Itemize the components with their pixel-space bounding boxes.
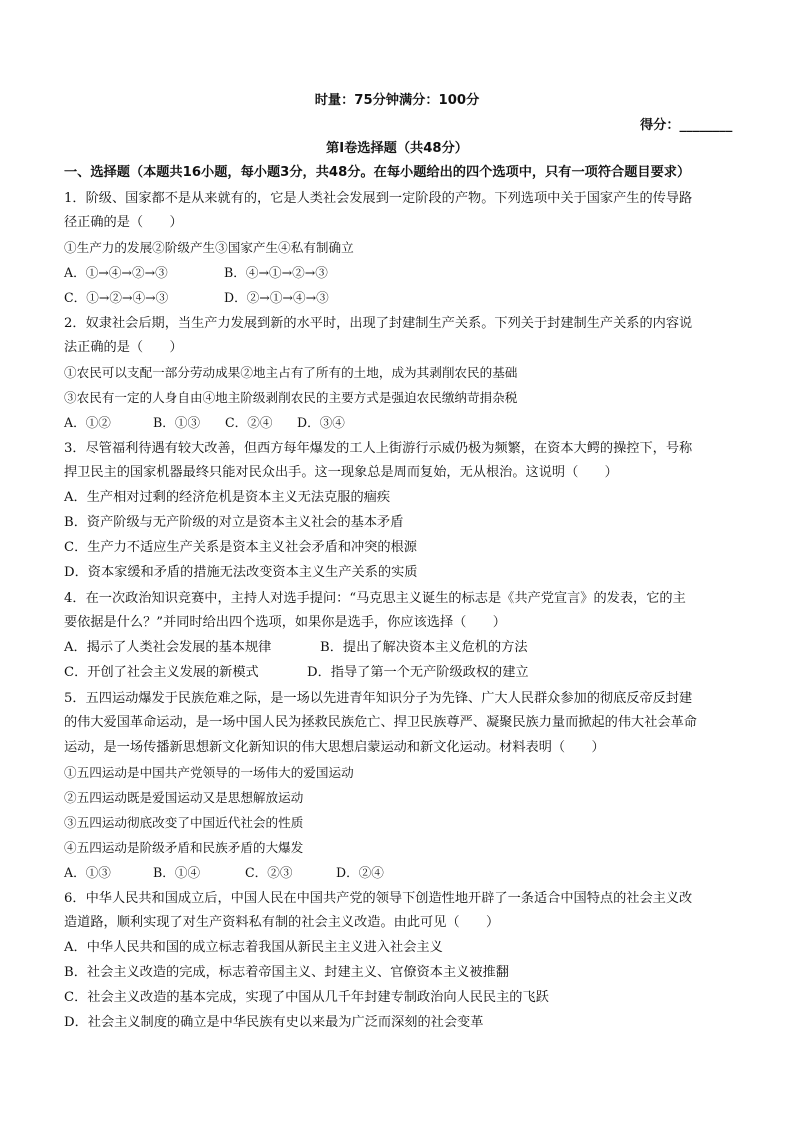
q2-options-row bbox=[64, 414, 345, 432]
q3-stem-line-2: 捍卫民主的国家机器最终只能对民众出手。这一现象总是周而复始，无从根治。这说明（ ） bbox=[64, 465, 618, 480]
q4-option-a[interactable]: A．揭示了人类社会发展的基本规律 bbox=[64, 640, 272, 655]
q4-stem-line-1: 4．在一次政治知识竞赛中，主持人对选手提问：“马克思主义诞生的标志是《共产党宣言》的发表，它的主 bbox=[64, 591, 686, 606]
q4-stem-line-2: 要依据是什么？”并同时给出四个选项，如果你是选手，你应该选择（ ） bbox=[64, 615, 506, 630]
q1-stem-line-2: 径正确的是（ ） bbox=[64, 215, 183, 230]
q1-items: ①生产力的发展②阶级产生③国家产生④私有制确立 bbox=[64, 240, 354, 255]
q6-stem-line-1: 6．中华人民共和国成立后，中国人民在中国共产党的领导下创造性地开辟了一条适合中国特点的社会主义改 bbox=[64, 891, 693, 906]
q5-option-d[interactable]: D．②④ bbox=[336, 865, 384, 880]
q2-stem-line-1: 2．奴隶社会后期，当生产力发展到新的水平时，出现了封建制生产关系。下列关于封建制生产关系的内容说 bbox=[64, 316, 693, 331]
section-instructions: 一、选择题（本题共16小题，每小题3分，共48分。在每小题给出的四个选项中，只有一项符合题目要求） bbox=[64, 165, 691, 180]
time-score-line: 时量：75分钟满分：100分 bbox=[314, 93, 480, 108]
q1-options-row-1 bbox=[64, 264, 328, 282]
q3-option-b[interactable]: B．资产阶级与无产阶级的对立是资本主义社会的基本矛盾 bbox=[64, 515, 404, 530]
q1-option-c[interactable]: C．①→②→④→③ bbox=[64, 290, 169, 305]
q5-item-1: ①五四运动是中国共产党领导的一场伟大的爱国运动 bbox=[64, 765, 354, 780]
q1-option-a[interactable]: A．①→④→②→③ bbox=[64, 265, 168, 280]
q4-option-c[interactable]: C．开创了社会主义发展的新模式 bbox=[64, 665, 259, 680]
q6-option-a[interactable]: A．中华人民共和国的成立标志着我国从新民主主义进入社会主义 bbox=[64, 940, 443, 955]
score-label: 得分：________ bbox=[640, 118, 733, 133]
q3-stem-line-1: 3．尽管福利待遇有较大改善，但西方每年爆发的工人上街游行示威仍极为频繁，在资本大鳄的操控下，号称 bbox=[64, 441, 693, 456]
q6-option-d[interactable]: D．社会主义制度的确立是中华民族有史以来最为广泛而深刻的社会变革 bbox=[64, 1015, 484, 1030]
q5-item-2: ②五四运动既是爱国运动又是思想解放运动 bbox=[64, 790, 304, 805]
q4-options-row-1 bbox=[64, 639, 528, 657]
q5-option-a[interactable]: A．①③ bbox=[64, 865, 111, 880]
q5-stem-line-3: 运动，是一场传播新思想新文化新知识的伟大思想启蒙运动和新文化运动。材料表明（ ） bbox=[64, 740, 605, 755]
q4-option-b[interactable]: B．提出了解决资本主义危机的方法 bbox=[320, 640, 528, 655]
q1-stem-line-1: 1．阶级、国家都不是从来就有的，它是人类社会发展到一定阶段的产物。下列选项中关于国家产生的传导路 bbox=[64, 191, 693, 206]
q5-options-row bbox=[64, 864, 384, 882]
q2-items-line-2: ③农民有一定的人身自由④地主阶级剥削农民的主要方式是强迫农民缴纳苛捐杂税 bbox=[64, 390, 518, 405]
q5-option-b[interactable]: B．①④ bbox=[153, 865, 201, 880]
q4-options-row-2 bbox=[64, 664, 529, 682]
q5-stem-line-2: 的伟大爱国革命运动，是一场中国人民为拯救民族危亡、捍卫民族尊严、凝聚民族力量而掀起的伟大社会革命 bbox=[64, 715, 697, 730]
q2-option-d[interactable]: D．③④ bbox=[297, 415, 345, 430]
q2-option-a[interactable]: A．①② bbox=[64, 415, 111, 430]
section-title: 第Ⅰ卷选择题（共48分） bbox=[326, 141, 468, 156]
q6-option-c[interactable]: C．社会主义改造的基本完成，实现了中国从几千年封建专制政治向人民民主的飞跃 bbox=[64, 990, 549, 1005]
q1-option-d[interactable]: D．②→①→④→③ bbox=[224, 290, 329, 305]
q3-option-a[interactable]: A．生产相对过剩的经济危机是资本主义无法克服的痼疾 bbox=[64, 490, 391, 505]
q3-option-c[interactable]: C．生产力不适应生产关系是资本主义社会矛盾和冲突的根源 bbox=[64, 540, 417, 555]
q1-options-row-2 bbox=[64, 289, 329, 307]
q2-option-b[interactable]: B．①③ bbox=[153, 415, 201, 430]
q2-items-line-1: ①农民可以支配一部分劳动成果②地主占有了所有的土地，成为其剥削农民的基础 bbox=[64, 365, 518, 380]
q3-option-d[interactable]: D．资本家缓和矛盾的措施无法改变资本主义生产关系的实质 bbox=[64, 565, 418, 580]
q2-stem-line-2: 法正确的是（ ） bbox=[64, 340, 183, 355]
q5-item-3: ③五四运动彻底改变了中国近代社会的性质 bbox=[64, 815, 304, 830]
q5-item-4: ④五四运动是阶级矛盾和民族矛盾的大爆发 bbox=[64, 840, 304, 855]
q2-option-c[interactable]: C．②④ bbox=[225, 415, 273, 430]
q6-option-b[interactable]: B．社会主义改造的完成，标志着帝国主义、封建主义、官僚资本主义被推翻 bbox=[64, 965, 509, 980]
q4-option-d[interactable]: D．指导了第一个无产阶级政权的建立 bbox=[307, 665, 529, 680]
q5-stem-line-1: 5．五四运动爆发于民族危难之际，是一场以先进青年知识分子为先锋、广大人民群众参加的彻底反帝反封建 bbox=[64, 691, 693, 706]
q1-option-b[interactable]: B．④→①→②→③ bbox=[224, 265, 328, 280]
q5-option-c[interactable]: C．②③ bbox=[245, 865, 293, 880]
q6-stem-line-2: 造道路，顺利实现了对生产资料私有制的社会主义改造。由此可见（ ） bbox=[64, 915, 500, 930]
